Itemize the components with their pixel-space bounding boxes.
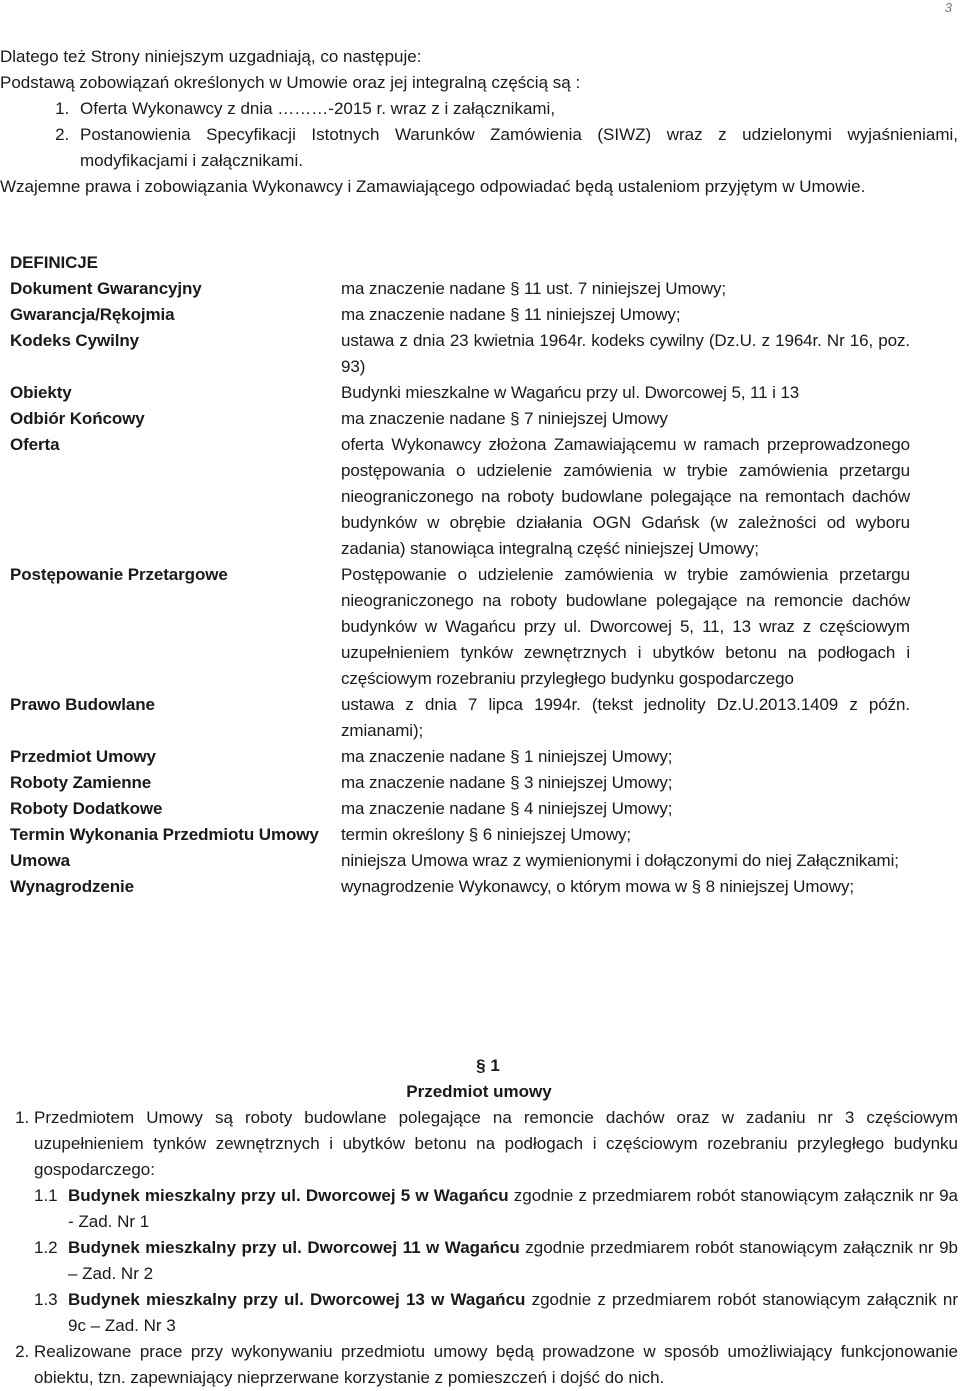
definition-term: Obiekty (10, 383, 72, 402)
definition-row (10, 874, 910, 900)
definition-desc: ma znaczenie nadane § 7 niniejszej Umowy (341, 409, 668, 428)
sub-item-number: 1.1 (34, 1186, 58, 1205)
definition-term: Wynagrodzenie (10, 877, 135, 896)
definition-row (10, 744, 910, 770)
section-title: Przedmiot umowy (406, 1082, 552, 1101)
definition-desc: ma znaczenie nadane § 4 niniejszej Umowy; (341, 799, 673, 818)
sub-item-text: zgodnie z przedmiarem robót stanowiącym załącznik nr 9c – Zad. Nr 3 (68, 1290, 958, 1335)
definition-desc: niniejsza Umowa wraz z wymienionymi i dołączonymi do niej Załącznikami; (341, 851, 899, 870)
definition-term: Roboty Dodatkowe (10, 799, 163, 818)
sub-item-bold: Budynek mieszkalny przy ul. Dworcowej 11 w Wagańcu (68, 1238, 520, 1257)
definition-desc: Postępowanie o udzielenie zamówienia w trybie zamówienia przetargu nieograniczonego na roboty budowlane polegające na remoncie dachów budynków w Wagańcu przy ul. Dworcowej 5, 11, 13 wraz z częściowym uzupełnieniem tynków zewnętrznych i ubytków betonu na podłogach i częściowym rozebraniu przyległego budynku gospodarczego (341, 565, 910, 688)
definition-term: Postępowanie Przetargowe (10, 565, 228, 584)
sub-list (34, 1183, 958, 1339)
intro-line-1: Dlatego też Strony niniejszym uzgadniają, co następuje: (0, 47, 422, 66)
definition-term: Przedmiot Umowy (10, 747, 156, 766)
sub-item-body (68, 1183, 958, 1235)
sub-item-body (68, 1235, 958, 1287)
definition-term: Kodeks Cywilny (10, 331, 139, 350)
section-list (0, 1105, 958, 1391)
definitions-heading: DEFINICJE (10, 253, 98, 272)
section-list-item (34, 1105, 958, 1339)
section-number: § 1 (476, 1056, 500, 1075)
definitions-section (10, 250, 910, 900)
page-number: 3 (944, 0, 952, 15)
section-paragraph: Przedmiotem Umowy są roboty budowlane polegające na remoncie dachów oraz w zadaniu nr 3 częściowym uzupełnieniem tynków zewnętrznych i ubytków betonu na podłogach i częściowym rozebraniu przyległego budynku gospodarczego: (34, 1108, 958, 1179)
intro-list-item: 1. Oferta Wykonawcy z dnia ………-2015 r. wraz z i załącznikami, (74, 96, 958, 122)
intro-line-2: Podstawą zobowiązań określonych w Umowie oraz jej integralną częścią są : (0, 73, 581, 92)
sub-list-item (34, 1183, 958, 1235)
definition-row (10, 406, 910, 432)
definition-desc: ma znaczenie nadane § 11 niniejszej Umowy; (341, 305, 681, 324)
definition-desc: ustawa z dnia 23 kwietnia 1964r. kodeks cywilny (Dz.U. z 1964r. Nr 16, poz. 93) (341, 331, 910, 376)
definition-row (10, 692, 910, 744)
sub-item-bold: Budynek mieszkalny przy ul. Dworcowej 13 w Wagańcu (68, 1290, 526, 1309)
definition-row (10, 822, 910, 848)
definition-row (10, 770, 910, 796)
section-list-item: 2. Realizowane prace przy wykonywaniu przedmiotu umowy będą prowadzone w sposób umożliwiający funkcjonowanie obiektu, tzn. zapewniający nieprzerwane korzystanie z pomieszczeń i dojść do nich. (34, 1339, 958, 1391)
definition-desc: ma znaczenie nadane § 3 niniejszej Umowy; (341, 773, 673, 792)
sub-item-text: zgodnie przedmiarem robót stanowiącym załącznik nr 9b – Zad. Nr 2 (68, 1238, 958, 1283)
definition-desc: ustawa z dnia 7 lipca 1994r. (tekst jednolity Dz.U.2013.1409 z późn. zmianami); (341, 695, 910, 740)
definition-row (10, 328, 910, 380)
definition-term: Oferta (10, 435, 60, 454)
definition-desc: ma znaczenie nadane § 11 ust. 7 niniejszej Umowy; (341, 279, 727, 298)
definition-desc: wynagrodzenie Wykonawcy, o którym mowa w § 8 niniejszej Umowy; (341, 877, 854, 896)
definition-term: Umowa (10, 851, 70, 870)
definition-row (10, 796, 910, 822)
sub-item-bold: Budynek mieszkalny przy ul. Dworcowej 5 w Wagańcu (68, 1186, 509, 1205)
definition-term: Gwarancja/Rękojmia (10, 305, 175, 324)
definition-desc: oferta Wykonawcy złożona Zamawiającemu w ramach przeprowadzonego postępowania o udzielenie zamówienia w trybie zamówienia przetargu nieograniczonego na roboty budowlane polegające na remontach dachów budynków w obrębie działania OGN Gdańsk (w zależności od wyboru zadania) stanowiąca integralną część niniejszej Umowy; (341, 435, 910, 558)
definition-row (10, 302, 910, 328)
sub-list-item (34, 1287, 958, 1339)
definition-row (10, 562, 910, 692)
definition-row (10, 848, 910, 874)
sub-item-text: zgodnie z przedmiarem robót stanowiącym załącznik nr 9a - Zad. Nr 1 (68, 1186, 958, 1231)
definition-term: Dokument Gwarancyjny (10, 279, 202, 298)
intro-list (0, 96, 958, 174)
definition-row (10, 276, 910, 302)
sub-item-body (68, 1287, 958, 1339)
definition-term: Roboty Zamienne (10, 773, 152, 792)
definition-desc: termin określony § 6 niniejszej Umowy; (341, 825, 632, 844)
definition-term: Termin Wykonania Przedmiotu Umowy (10, 825, 319, 844)
definition-row (10, 380, 910, 406)
sub-item-number: 1.2 (34, 1238, 58, 1257)
intro-list-item: 2. Postanowienia Specyfikacji Istotnych Warunków Zamówienia (SIWZ) wraz z udzielonymi wyjaśnieniami, modyfikacjami i załącznikami. (74, 122, 958, 174)
section-1 (0, 1053, 958, 1391)
definition-row (10, 432, 910, 562)
definition-desc: Budynki mieszkalne w Wagańcu przy ul. Dworcowej 5, 11 i 13 (341, 383, 800, 402)
intro-closing: Wzajemne prawa i zobowiązania Wykonawcy i Zamawiającego odpowiadać będą ustaleniom przyjętym w Umowie. (0, 177, 866, 196)
sub-list-item (34, 1235, 958, 1287)
definition-term: Odbiór Końcowy (10, 409, 145, 428)
sub-item-number: 1.3 (34, 1290, 58, 1309)
definition-term: Prawo Budowlane (10, 695, 155, 714)
intro-block (0, 44, 958, 200)
definition-desc: ma znaczenie nadane § 1 niniejszej Umowy; (341, 747, 673, 766)
